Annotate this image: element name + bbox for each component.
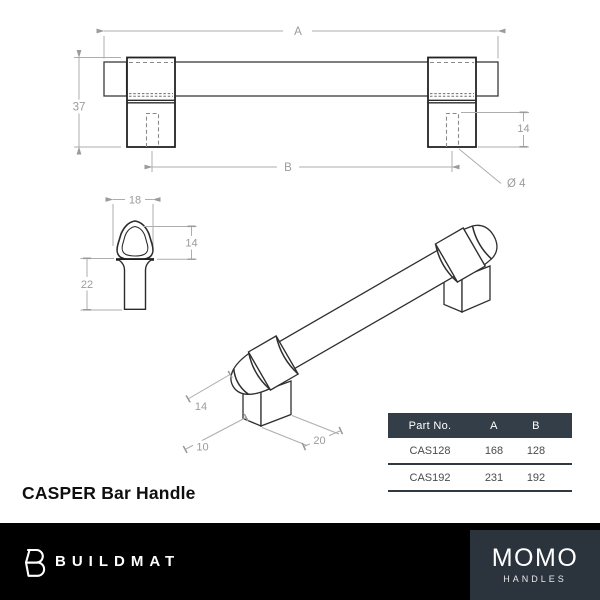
footer-bar [0, 523, 600, 600]
buildmat-wordmark: BUILDMAT [55, 553, 181, 570]
buildmat-brand [20, 523, 180, 600]
momo-wordmark: MOMO [491, 544, 579, 572]
part-no-cell: CAS192 [409, 471, 451, 484]
buildmat-logo-icon [20, 547, 46, 577]
dim-label-14-iso: 14 [194, 401, 208, 413]
profile-view-drawing [78, 195, 201, 311]
dim-label-hole: Ø 4 [507, 178, 526, 190]
iso-dim-14-line [188, 375, 230, 400]
dim-label-37: 37 [72, 101, 86, 114]
momo-handles-sub: HANDLES [503, 574, 567, 584]
dim-label-a: A [294, 26, 302, 38]
table-row [388, 438, 572, 465]
page-title: CASPER Bar Handle [22, 483, 196, 503]
dim-b-cell: 128 [526, 444, 546, 457]
spec-col-b: B [532, 419, 540, 432]
momo-handles-logo [470, 530, 600, 600]
dim-a-cell: 231 [484, 471, 504, 484]
spec-col-a: A [490, 419, 498, 432]
spec-table [388, 413, 572, 492]
table-row [388, 465, 572, 492]
dim-label-22: 22 [80, 278, 94, 291]
dim-label-b: B [284, 162, 292, 174]
screw-holes [147, 114, 459, 148]
front-view-drawing [70, 26, 534, 190]
hole-leader-line [459, 149, 501, 184]
spec-col-part: Part No. [408, 419, 452, 432]
dim-label-14-profile: 14 [185, 237, 198, 250]
iso-bar [279, 250, 454, 369]
stem-outline [119, 260, 151, 309]
spec-table-header [388, 413, 572, 438]
part-no-cell: CAS128 [409, 444, 451, 457]
post-separation-lines [127, 100, 476, 103]
dim-label-14-right: 14 [517, 123, 530, 135]
dim-b-cell: 192 [526, 471, 546, 484]
dim-label-10-iso: 10 [196, 441, 209, 454]
dim-a-cell: 168 [484, 444, 504, 457]
dim-label-20-iso: 20 [313, 435, 326, 447]
dim-b-lines [152, 151, 452, 172]
dim-label-18: 18 [128, 194, 142, 207]
